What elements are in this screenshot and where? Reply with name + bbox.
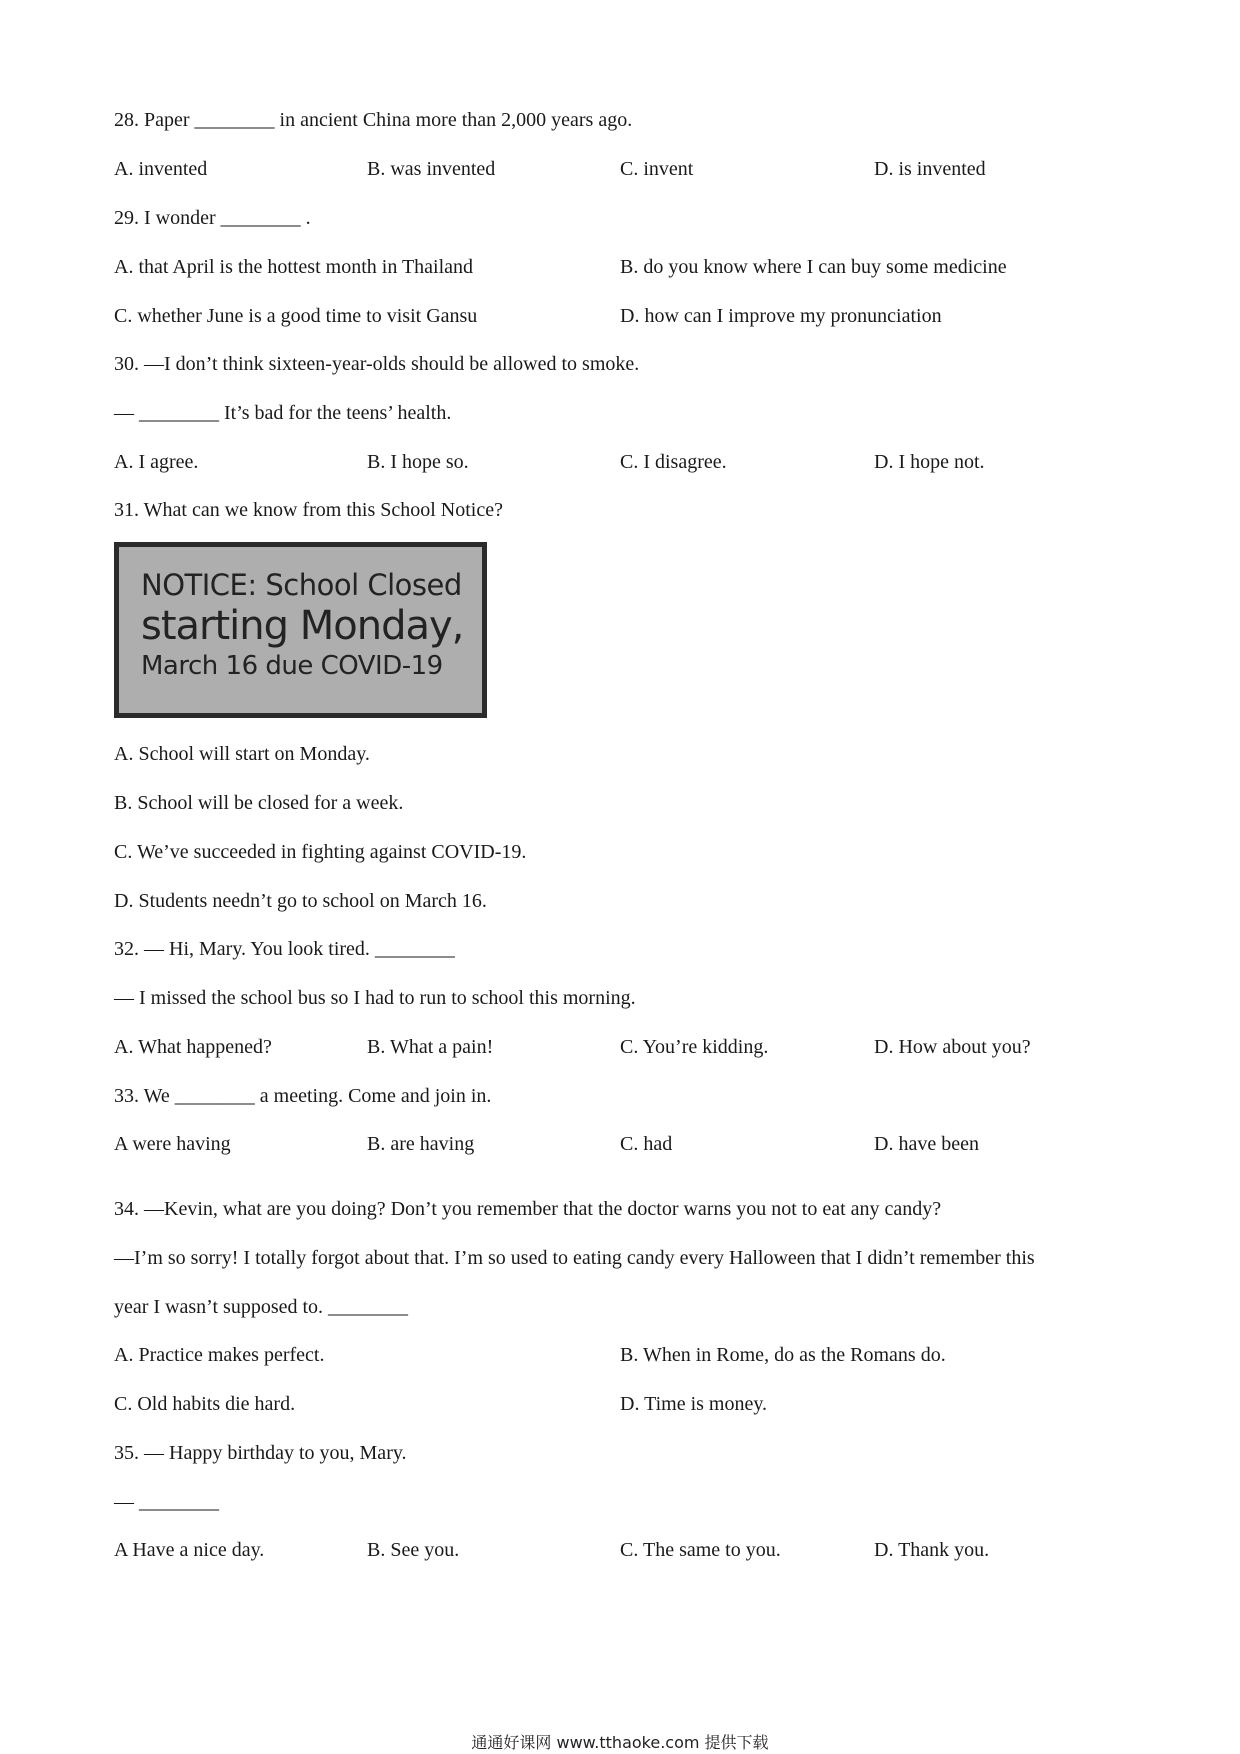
q33-option-d: D. have been	[874, 1133, 979, 1155]
q34-option-c: C. Old habits die hard.	[114, 1393, 296, 1415]
q35-option-b: B. See you.	[367, 1539, 460, 1561]
q30-stem: 30. —I don’t think sixteen-year-olds should be allowed to smoke.	[114, 353, 640, 375]
q35-reply: — ________	[114, 1491, 219, 1513]
q34-reply-line-2: year I wasn’t supposed to. ________	[114, 1296, 409, 1318]
q32-option-c: C. You’re kidding.	[620, 1036, 769, 1058]
q28-option-a: A. invented	[114, 158, 208, 180]
school-notice-image	[114, 542, 487, 718]
q31-option-a: A. School will start on Monday.	[114, 743, 370, 765]
q32-option-b: B. What a pain!	[367, 1036, 494, 1058]
q28-option-b: B. was invented	[367, 158, 496, 180]
q30-options	[0, 450, 1240, 474]
q31-option-c: C. We’ve succeeded in fighting against COVID-19.	[114, 841, 527, 863]
q29-option-b: B. do you know where I can buy some medicine	[620, 256, 1007, 278]
q34-options-row2	[0, 1392, 1240, 1416]
page-footer: 通通好课网 www.tthaoke.com 提供下载	[471, 1733, 769, 1752]
q35-option-a: A Have a nice day.	[114, 1539, 265, 1561]
q30-option-a: A. I agree.	[114, 451, 199, 473]
q32-option-d: D. How about you?	[874, 1036, 1031, 1058]
q28-stem: 28. Paper ________ in ancient China more than 2,000 years ago.	[114, 109, 633, 131]
q28-options	[0, 157, 1240, 181]
notice-line-3: March 16 due COVID-19	[141, 651, 443, 681]
q33-option-a: A were having	[114, 1133, 231, 1155]
q31-stem: 31. What can we know from this School Notice?	[114, 499, 503, 521]
q29-option-d: D. how can I improve my pronunciation	[620, 305, 942, 327]
q34-options-row1	[0, 1343, 1240, 1367]
q35-option-d: D. Thank you.	[874, 1539, 990, 1561]
q29-option-a: A. that April is the hottest month in Thailand	[114, 256, 474, 278]
q33-options	[0, 1132, 1240, 1156]
q29-stem: 29. I wonder ________ .	[114, 207, 311, 229]
q34-option-a: A. Practice makes perfect.	[114, 1344, 325, 1366]
q28-option-c: C. invent	[620, 158, 694, 180]
q29-options-row2	[0, 304, 1240, 328]
q34-reply-line-1: —I’m so sorry! I totally forgot about that. I’m so used to eating candy every Halloween that I didn’t remember this	[114, 1247, 1035, 1269]
q30-option-d: D. I hope not.	[874, 451, 985, 473]
q32-options	[0, 1035, 1240, 1059]
q29-options-row1	[0, 255, 1240, 279]
q33-option-b: B. are having	[367, 1133, 475, 1155]
q34-stem: 34. —Kevin, what are you doing? Don’t you remember that the doctor warns you not to eat any candy?	[114, 1198, 942, 1220]
q31-option-d: D. Students needn’t go to school on March 16.	[114, 890, 487, 912]
q29-option-c: C. whether June is a good time to visit Gansu	[114, 305, 478, 327]
q30-option-c: C. I disagree.	[620, 451, 727, 473]
q35-option-c: C. The same to you.	[620, 1539, 781, 1561]
notice-line-1: NOTICE: School Closed	[141, 568, 462, 602]
q34-option-b: B. When in Rome, do as the Romans do.	[620, 1344, 946, 1366]
q33-stem: 33. We ________ a meeting. Come and join in.	[114, 1085, 492, 1107]
q35-options	[0, 1538, 1240, 1562]
q34-option-d: D. Time is money.	[620, 1393, 768, 1415]
q32-reply: — I missed the school bus so I had to run to school this morning.	[114, 987, 636, 1009]
notice-line-2: starting Monday,	[141, 603, 464, 649]
q33-option-c: C. had	[620, 1133, 673, 1155]
q28-option-d: D. is invented	[874, 158, 986, 180]
q31-option-b: B. School will be closed for a week.	[114, 792, 404, 814]
q30-reply: — ________ It’s bad for the teens’ health.	[114, 402, 452, 424]
q30-option-b: B. I hope so.	[367, 451, 469, 473]
q32-option-a: A. What happened?	[114, 1036, 272, 1058]
q32-stem: 32. — Hi, Mary. You look tired. ________	[114, 938, 455, 960]
q35-stem: 35. — Happy birthday to you, Mary.	[114, 1442, 407, 1464]
